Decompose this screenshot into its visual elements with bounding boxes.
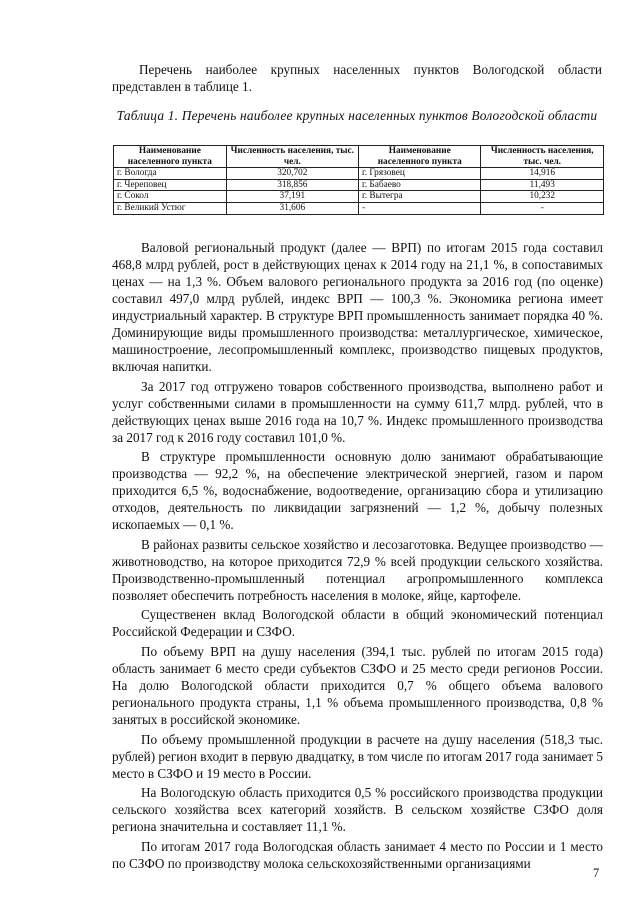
paragraph-industrial-output: За 2017 год отгружено товаров собственного производства, выполнено работ и услуг собственными силами в промышленности на сумму 611,7 млрд. рублей, что в действующих ценах выше 2016 года на 10,7 %. Индекс промышленного производства за 2017 год к 2016 году составил 101,0 %.: [112, 378, 603, 445]
table-row: [114, 179, 604, 191]
header-settlement-name: Наименование населенного пункта: [114, 146, 227, 168]
population-value: -: [481, 202, 604, 214]
paragraph-agriculture: В районах развиты сельское хозяйство и лесозаготовка. Ведущее производство — животноводство, на которое приходится 72,9 % всей продукции сельского хозяйства. Производственно-промышленный потенциал агропромышленного комплекса позволяет обеспечить потребность населения в молоке, яйце, картофеле.: [112, 536, 603, 603]
settlement-name: г. Череповец: [114, 179, 227, 191]
body-text: [112, 239, 603, 874]
settlement-name: г. Вологда: [114, 168, 227, 180]
paragraph-milk-ranking: По итогам 2017 года Вологодская область занимает 4 место по России и 1 место по СЗФО по производству молока сельскохозяйственными организациями: [112, 838, 603, 871]
settlements-table: [113, 145, 604, 215]
population-value: 31,606: [226, 202, 358, 214]
settlement-name: -: [358, 202, 481, 214]
population-value: 318,856: [226, 179, 358, 191]
population-value: 320,702: [226, 168, 358, 180]
settlement-name: г. Великий Устюг: [114, 202, 227, 214]
population-value: 37,191: [226, 191, 358, 203]
population-value: 10,232: [481, 191, 604, 203]
settlement-name: г. Бабаево: [358, 179, 481, 191]
table-header-row: [114, 146, 604, 168]
intro-paragraph: Перечень наиболее крупных населенных пунктов Вологодской области представлен в таблице 1.: [112, 62, 602, 94]
paragraph-grp: Валовой региональный продукт (далее — ВРП) по итогам 2015 года составил 468,8 млрд рублей, рост в действующих ценах к 2014 году на 21,1 %, в сопоставимых ценах — на 1,3 %. Объем валового регионального продукта за 2016 год (по оценке) составил 497,0 млрд рублей, индекс ВРП — 100,3 %. Экономика региона имеет индустриальный характер. В структуре ВРП промышленность занимает порядка 40 %. Доминирующие виды промышленного производства: металлургическое, химическое, машиностроение, лесопромышленный комплекс, производство пищевых продуктов, включая напитки.: [112, 240, 603, 374]
paragraph-contribution: Существенен вклад Вологодской области в общий экономический потенциал Российской Федерации и СЗФО.: [112, 607, 603, 640]
table-row: [114, 168, 604, 180]
table-caption: Таблица 1. Перечень наиболее крупных населенных пунктов Вологодской области: [116, 108, 598, 123]
table-row: [114, 191, 604, 203]
settlement-name: г. Вытегра: [358, 191, 481, 203]
header-settlement-name: Наименование населенного пункта: [358, 146, 481, 168]
paragraph-grp-per-capita: По объему ВРП на душу населения (394,1 тыс. рублей по итогам 2015 года) область занимает 6 место среди субъектов СЗФО и 25 место среди регионов России. На долю Вологодской области приходится 0,7 % общего объема валового регионального продукта страны, 1,1 % объема промышленного производства, 0,8 % занятых в российской экономике.: [112, 643, 603, 727]
paragraph-agri-share: На Вологодскую область приходится 0,5 % российского производства продукции сельского хозяйства всех категорий хозяйств. В сельском хозяйстве СЗФО доля региона значительна и составляет 11,1 %.: [112, 785, 603, 835]
table-row: [114, 202, 604, 214]
header-population: Численность населения, тыс. чел.: [226, 146, 358, 168]
page-number: 7: [593, 866, 600, 880]
header-population: Численность населения, тыс. чел.: [481, 146, 604, 168]
population-value: 14,916: [481, 168, 604, 180]
paragraph-industry-per-capita: По объему промышленной продукции в расчете на душу населения (518,3 тыс. рублей) регион входит в первую двадцатку, в том числе по итогам 2017 года занимает 5 место в СЗФО и 19 место в России.: [112, 731, 603, 781]
population-value: 11,493: [481, 179, 604, 191]
settlement-name: г. Сокол: [114, 191, 227, 203]
settlement-name: г. Грязовец: [358, 168, 481, 180]
paragraph-industry-structure: В структуре промышленности основную долю занимают обрабатывающие производства — 92,2 %, на обеспечение электрической энергией, газом и паром приходится 6,5 %, водоснабжение, водоотведение, организацию сбора и утилизацию отходов, деятельность по ликвидации загрязнений — 1,2 %, добычу полезных ископаемых — 0,1 %.: [112, 449, 603, 533]
